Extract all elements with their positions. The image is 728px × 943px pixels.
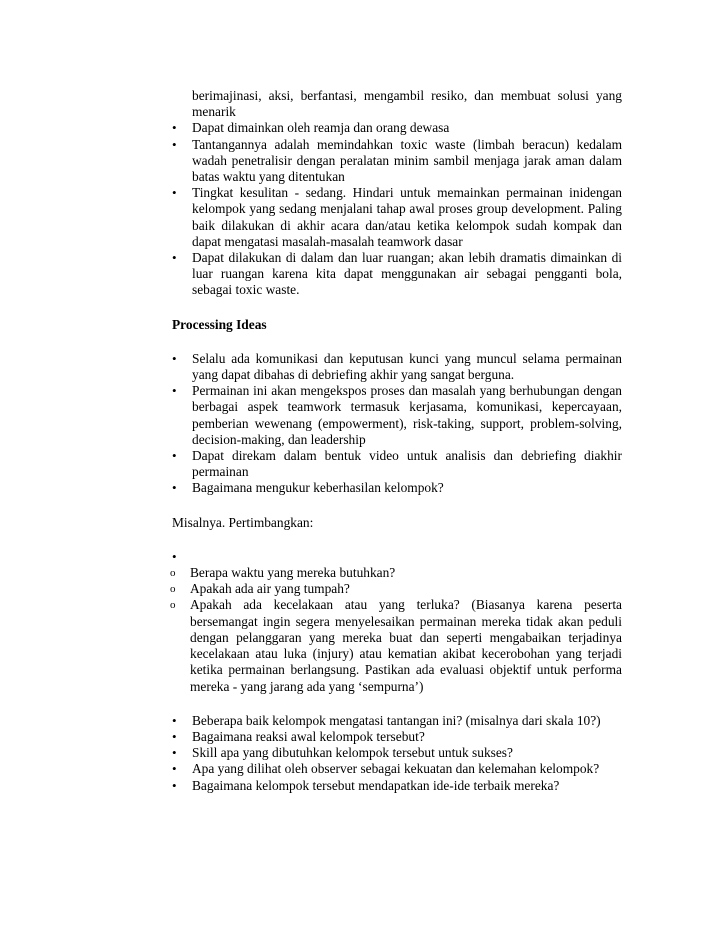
empty-bullet-list [172, 549, 622, 565]
evaluation-list [172, 713, 622, 794]
sub-question-list [170, 565, 622, 695]
circle-bullet-icon: o [170, 567, 176, 580]
bullet-icon: • [172, 120, 177, 136]
list-item: • Beberapa baik kelompok mengatasi tantangan ini? (misalnya dari skala 10?) [172, 712, 601, 728]
sub-list-item: o Apakah ada air yang tumpah? [170, 581, 350, 597]
list-item: • Tingkat kesulitan - sedang. Hindari untuk memainkan permainan inidengan kelompok yang sedang menjalani tahap awal proses group development. Paling baik dilakukan di akhir acara dan/atau ketika kelompok sudah kompak dan dapat mengatasi masalah-masalah teamwork dasar [172, 185, 622, 249]
list-item: • Bagaimana kelompok tersebut mendapatkan ide-ide terbaik mereka? [172, 777, 560, 793]
bullet-icon: • [172, 777, 177, 793]
continuation-text: berimajinasi, aksi, berfantasi, mengambil resiko, dan membuat solusi yang menarik [192, 88, 622, 120]
document-body [172, 88, 622, 794]
list-item: • Dapat direkam dalam bentuk video untuk analisis dan debriefing diakhir permainan [172, 448, 622, 480]
bullet-icon: • [172, 548, 177, 564]
circle-bullet-icon: o [170, 599, 176, 612]
bullet-icon: • [172, 136, 177, 152]
bullet-icon: • [172, 712, 177, 728]
bullet-icon: • [172, 350, 177, 366]
list-item: • Dapat dilakukan di dalam dan luar ruangan; akan lebih dramatis dimainkan di luar ruangan karena kita dapat menggunakan air sebagai pengganti bola, sebagai toxic waste. [172, 250, 622, 298]
list-item: • Skill apa yang dibutuhkan kelompok tersebut untuk sukses? [172, 745, 513, 761]
bullet-icon: • [172, 250, 177, 266]
processing-ideas-list [172, 351, 622, 497]
list-item: • Permainan ini akan mengekspos proses dan masalah yang berhubungan dengan berbagai aspek teamwork termasuk kerjasama, komunikasi, kepercayaan, pemberian wewenang (empowerment), risk-taking, support, problem-solving, decision-making, dan leadership [172, 383, 622, 447]
list-item: • Apa yang dilihat oleh observer sebagai kekuatan dan kelemahan kelompok? [172, 761, 600, 777]
bullet-icon: • [172, 728, 177, 744]
misalnya-paragraph: Misalnya. Pertimbangkan: [172, 514, 314, 530]
bullet-icon: • [172, 745, 177, 761]
list-item: • Selalu ada komunikasi dan keputusan kunci yang muncul selama permainan yang dapat dibahas di debriefing akhir yang sangat berguna. [172, 350, 622, 383]
section-heading: Processing Ideas [172, 316, 267, 332]
bullet-icon: • [172, 448, 177, 464]
list-item: • Dapat dimainkan oleh reamja dan orang dewasa [172, 120, 450, 136]
list-item: • Bagaimana mengukur keberhasilan kelompok? [172, 480, 444, 496]
list-item [172, 549, 622, 565]
game-info-list [172, 120, 622, 298]
bullet-icon: • [172, 185, 177, 201]
sub-list-item: o Apakah ada kecelakaan atau yang terluka? (Biasanya karena peserta bersemangat ingin segera menyelesaikan permainan mereka tidak akan peduli dengan pelanggaran yang mereka buat dan seperti mengabaikan terjadinya kecelakaan atau luka (injury) atau kematian akibat kecerobohan yang terjadi ketika permainan berlangsung. Pastikan ada evaluasi objektif untuk performa mereka - yang jarang ada yang ‘sempurna’) [170, 597, 622, 694]
circle-bullet-icon: o [170, 583, 176, 596]
bullet-icon: • [172, 480, 177, 496]
sub-list-item: o Berapa waktu yang mereka butuhkan? [170, 565, 396, 581]
list-item: • Bagaimana reaksi awal kelompok tersebut? [172, 728, 425, 744]
bullet-icon: • [172, 761, 177, 777]
bullet-icon: • [172, 383, 177, 399]
list-item: • Tantangannya adalah memindahkan toxic waste (limbah beracun) kedalam wadah penetralisir dengan peralatan minim sambil menjaga jarak aman dalam batas waktu yang ditentukan [172, 136, 622, 185]
